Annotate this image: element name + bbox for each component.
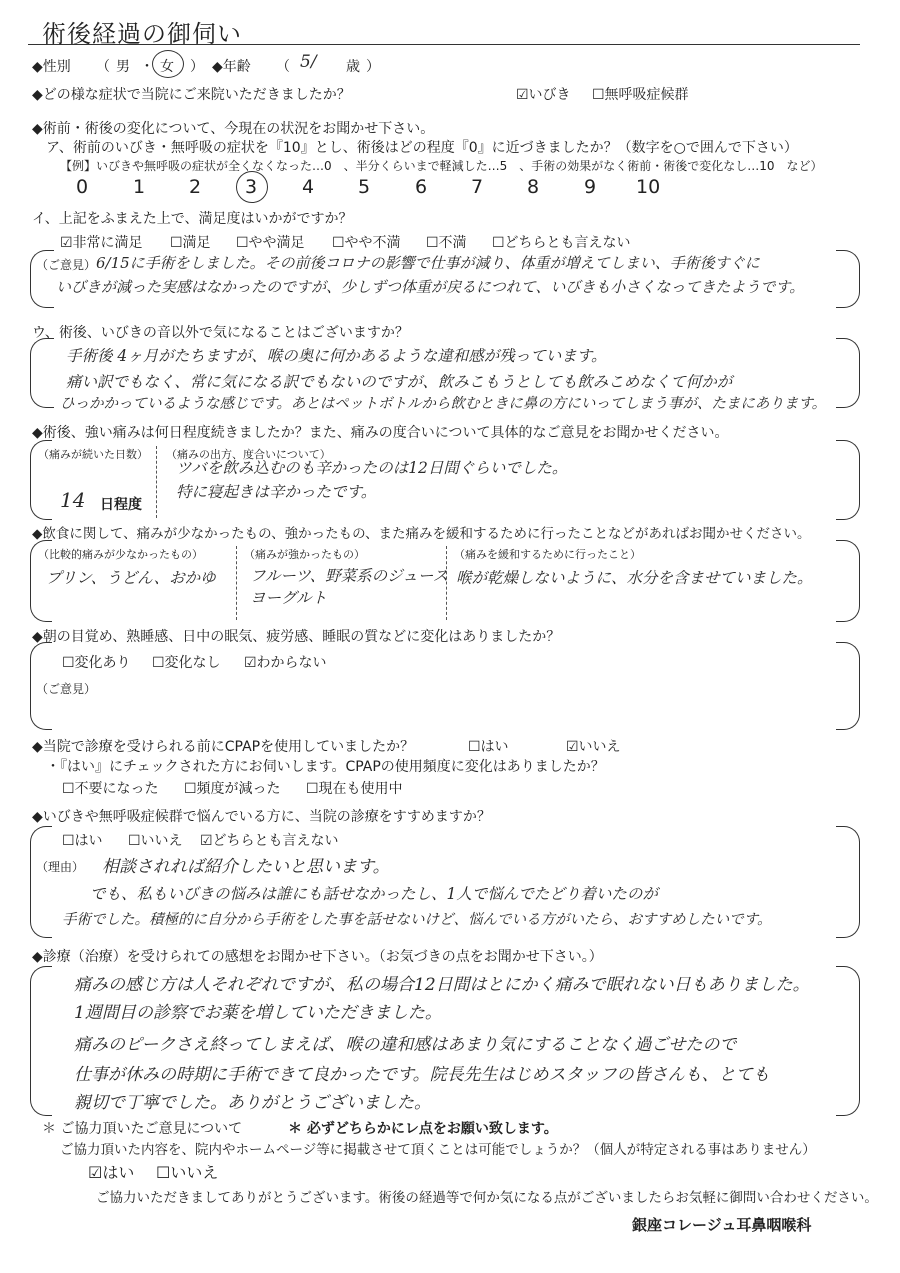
pain-bracket-right — [836, 440, 860, 520]
age-close-paren: ） — [366, 59, 380, 75]
concern-bracket-right — [836, 338, 860, 408]
scale-4[interactable]: 4 — [302, 176, 315, 198]
scale-5[interactable]: 5 — [358, 176, 371, 198]
other-concern-line-3[interactable]: ひっかかっているような感じです。あとはペットボトルから飲むときに鼻の方にいってしまう事が、たまにあります。 — [60, 396, 827, 412]
impression-bracket-right — [836, 966, 860, 1116]
sex-female-option[interactable]: 女 — [160, 59, 174, 75]
recommend-reason-line-1[interactable]: 相談されれば紹介したいと思います。 — [102, 857, 390, 877]
sex-label: ◆性別 — [32, 59, 71, 75]
cpap-reduced-frequency[interactable]: ☐頻度が減った — [184, 781, 281, 797]
scale-9[interactable]: 9 — [584, 176, 597, 198]
food-relief-label: （痛みを緩和するために行ったこと） — [454, 548, 641, 561]
satisfaction-question: イ、上記をふまえた上で、満足度はいかがですか？ — [32, 211, 353, 227]
change-example: 【例】いびきや無呼吸の症状が全くなくなった…0 、半分くらいまで軽減した…5 、手術の効果がなく術前・術後で変化なし…10 など） — [60, 159, 823, 173]
morning-changed[interactable]: ☐変化あり — [62, 655, 131, 671]
satisfaction-opinion-line-1[interactable]: 6/15に手術をしました。その前後コロナの影響で仕事が減り、体重が増えてしまい、手術後すぐに — [96, 254, 760, 272]
cpap-no[interactable]: ☑いいえ — [566, 739, 621, 755]
pain-degree-line-2[interactable]: 特に寝起きは辛かったです。 — [176, 483, 377, 501]
consent-heading-bold: ＊ 必ずどちらかにレ点をお願い致します。 — [288, 1121, 558, 1137]
clinic-name: 銀座コレージュ耳鼻咽喉科 — [632, 1216, 812, 1234]
pain-days-value[interactable]: 14 — [60, 488, 86, 512]
opinion-bracket-right — [836, 250, 860, 308]
food-question: ◆飲食に関して、痛みが少なかったもの、強かったもの、また痛みを緩和するために行ったことなどがあればお聞かせください。 — [32, 526, 811, 542]
satisfaction-satisfied[interactable]: ☐満足 — [170, 235, 211, 251]
impression-bracket-left — [30, 966, 52, 1116]
food-less-pain-label: （比較的痛みが少なかったもの） — [38, 548, 203, 561]
satisfaction-opinion-label: （ご意見） — [36, 258, 97, 272]
cpap-question: ◆当院で診療を受けられる前にCPAPを使用していましたか？ — [32, 739, 415, 755]
sex-male-option[interactable]: 男 — [116, 59, 130, 75]
scale-selection-circle — [236, 171, 268, 203]
other-concern-line-2[interactable]: 痛い訳でもなく、常に気になる訳でもないのですが、飲みこもうとしても飲みこめなくて何かが — [66, 373, 733, 391]
scale-10[interactable]: 10 — [636, 176, 661, 198]
sex-open-paren: （ — [96, 59, 110, 75]
recommend-question: ◆いびきや無呼吸症候群で悩んでいる方に、当院の診療をすすめますか？ — [32, 809, 491, 825]
morning-opinion-label: （ご意見） — [36, 682, 97, 696]
other-concern-line-1[interactable]: 手術後 4ヶ月がたちますが、喉の奥に何かあるような違和感が残っています。 — [66, 347, 607, 365]
cpap-still-using[interactable]: ☐現在も使用中 — [306, 781, 403, 797]
pain-days-label: （痛みが続いた日数） — [38, 448, 148, 461]
symptom-question: ◆どの様な症状で当院にご来院いただきましたか？ — [32, 87, 351, 103]
scale-8[interactable]: 8 — [527, 176, 540, 198]
satisfaction-neutral[interactable]: ☐どちらとも言えない — [492, 235, 631, 251]
scale-1[interactable]: 1 — [133, 176, 146, 198]
satisfaction-opinion-line-2[interactable]: いびきが減った実感はなかったのですが、少しずつ体重が戻るにつれて、いびきも小さくなってきたようです。 — [56, 278, 805, 296]
cpap-yes[interactable]: ☐はい — [468, 739, 509, 755]
pain-question: ◆術後、強い痛みは何日程度続きましたか？また、痛みの度合いについて具体的なご意見をお聞かせください。 — [32, 425, 729, 441]
age-value[interactable]: 5/ — [300, 52, 317, 72]
impression-line-3[interactable]: 痛みのピークさえ終ってしまえば、喉の違和感はあまり気にすることなく過ごせたので — [74, 1035, 737, 1055]
page-title: 術後経過の御伺い — [42, 20, 242, 48]
age-label: ◆年齢 — [212, 59, 251, 75]
consent-heading: ＊ ご協力頂いたご意見について — [42, 1121, 243, 1137]
consent-question: ご協力頂いた内容を、院内やホームページ等に掲載させて頂くことは可能でしょうか？（個人が特定される事はありません） — [60, 1142, 816, 1158]
satisfaction-somewhat-dissatisfied[interactable]: ☐やや不満 — [332, 235, 401, 251]
sex-separator: ・ — [140, 59, 154, 75]
food-divider-1 — [236, 546, 237, 620]
cpap-no-longer-needed[interactable]: ☐不要になった — [62, 781, 159, 797]
title-divider — [28, 44, 860, 45]
scale-2[interactable]: 2 — [189, 176, 202, 198]
morning-question: ◆朝の目覚め、熟睡感、日中の眠気、疲労感、睡眠の質などに変化はありましたか？ — [32, 629, 561, 645]
cpap-follow-question: ・『はい』にチェックされた方にお伺いします。CPAPの使用頻度に変化はありましたか？ — [46, 759, 605, 775]
sex-close-paren: ） — [190, 59, 204, 75]
food-divider-2 — [446, 546, 447, 620]
impression-line-4[interactable]: 仕事が休みの時期に手術できて良かったです。院長先生はじめスタッフの皆さんも、とても — [74, 1065, 770, 1085]
impression-line-2[interactable]: 1週間目の診察でお薬を増していただきました。 — [74, 1003, 442, 1023]
recommend-reason-line-3[interactable]: 手術でした。積極的に自分から手術をした事を話せないけど、悩んでいる方がいたら、おすすめしたいです。 — [62, 912, 772, 928]
change-sub-question: ア、術前のいびき・無呼吸の症状を『10』とし、術後はどの程度『0』に近づきましたか？（数字を○で囲んで下さい） — [46, 140, 798, 156]
food-bracket-right — [836, 540, 860, 622]
scale-6[interactable]: 6 — [415, 176, 428, 198]
satisfaction-very-satisfied[interactable]: ☑非常に満足 — [60, 235, 143, 251]
scale-7[interactable]: 7 — [471, 176, 484, 198]
recommend-bracket-right — [836, 826, 860, 938]
consent-no[interactable]: ☐いいえ — [156, 1163, 219, 1182]
scale-3[interactable]: 3 — [245, 176, 258, 198]
impression-question: ◆診療（治療）を受けられての感想をお聞かせ下さい。（お気づきの点をお聞かせ下さい。） — [32, 949, 603, 965]
recommend-neutral[interactable]: ☑どちらとも言えない — [200, 833, 339, 849]
female-selection-circle — [152, 50, 184, 78]
symptom-snoring-checkbox[interactable]: ☑いびき — [516, 87, 571, 103]
recommend-no[interactable]: ☐いいえ — [128, 833, 183, 849]
scale-0[interactable]: 0 — [76, 176, 89, 198]
concern-bracket-left — [30, 338, 54, 408]
other-concern-question: ウ、術後、いびきの音以外で気になることはございますか？ — [32, 325, 409, 341]
age-open-paren: （ — [276, 59, 290, 75]
thanks-message: ご協力いただきましてありがとうございます。術後の経過等で何か気になる点がございましたらお気軽に御問い合わせください。 — [96, 1190, 878, 1206]
pain-degree-label: （痛みの出方、度合いについて） — [166, 448, 331, 461]
symptom-apnea-checkbox[interactable]: ☐無呼吸症候群 — [592, 87, 689, 103]
satisfaction-dissatisfied[interactable]: ☐不満 — [426, 235, 467, 251]
morning-unknown[interactable]: ☑わからない — [244, 655, 327, 671]
recommend-reason-line-2[interactable]: でも、私もいびきの悩みは誰にも話せなかったし、1人で悩んでたどり着いたのが — [90, 885, 658, 903]
morning-unchanged[interactable]: ☐変化なし — [152, 655, 221, 671]
pain-divider — [156, 446, 157, 518]
consent-yes[interactable]: ☑はい — [88, 1163, 135, 1182]
pain-days-unit: 日程度 — [100, 497, 142, 513]
change-question: ◆術前・術後の変化について、今現在の状況をお聞かせ下さい。 — [32, 121, 435, 137]
pain-degree-line-1[interactable]: ツバを飲み込むのも辛かったのは12日間ぐらいでした。 — [176, 459, 568, 477]
recommend-bracket-left — [30, 826, 52, 938]
recommend-reason-label: （理由） — [36, 860, 85, 874]
food-less-pain-value[interactable]: プリン、うどん、おかゆ — [46, 569, 216, 587]
satisfaction-somewhat-satisfied[interactable]: ☐やや満足 — [236, 235, 305, 251]
food-strong-pain-label: （痛みが強かったもの） — [244, 548, 365, 561]
food-relief-value[interactable]: 喉が乾燥しないように、水分を含ませていました。 — [456, 569, 813, 587]
food-strong-pain-line-1[interactable]: フルーツ、野菜系のジュース — [250, 567, 449, 585]
impression-line-5[interactable]: 親切で丁寧でした。ありがとうございました。 — [74, 1093, 431, 1113]
morning-bracket-right — [836, 642, 860, 730]
impression-line-1[interactable]: 痛みの感じ方は人それぞれですが、私の場合12日間はとにかく痛みで眠れない日もありました。 — [74, 975, 810, 995]
recommend-yes[interactable]: ☐はい — [62, 833, 103, 849]
food-strong-pain-line-2[interactable]: ヨーグルト — [250, 589, 328, 607]
age-unit: 歳 — [346, 59, 360, 75]
